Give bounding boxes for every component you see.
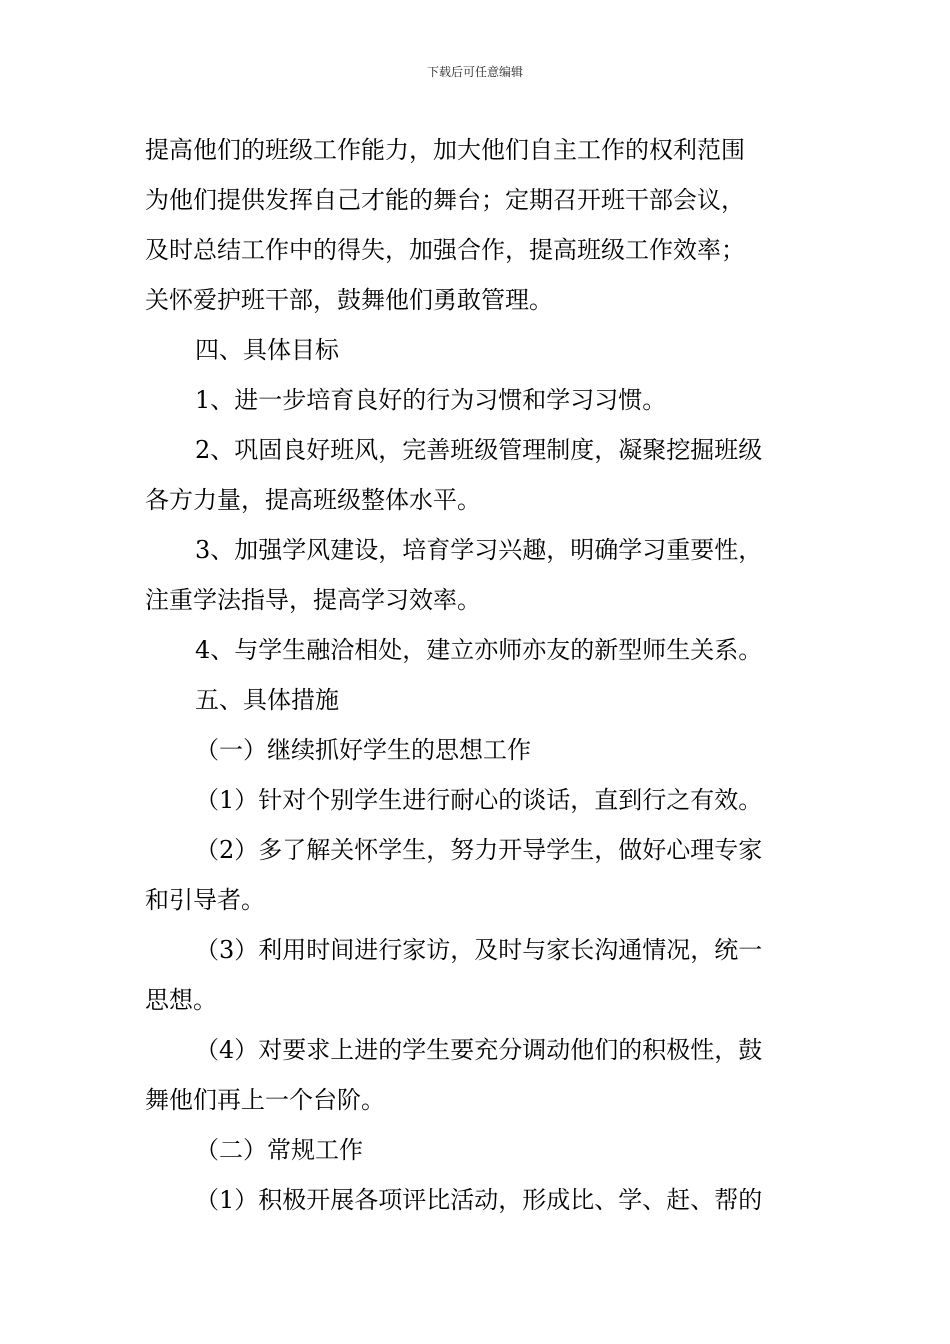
text-line: 提高他们的班级工作能力，加大他们自主工作的权利范围 — [145, 136, 745, 164]
text-line: 各方力量，提高班级整体水平。 — [145, 486, 481, 514]
text-line: 舞他们再上一个台阶。 — [145, 1086, 385, 1114]
section-heading: 五、具体措施 — [195, 686, 339, 714]
text-line: 注重学法指导，提高学习效率。 — [145, 586, 481, 614]
text-line: 2、巩固良好班风，完善班级管理制度，凝聚挖掘班级 — [195, 436, 763, 464]
text-line: 关怀爱护班干部，鼓舞他们勇敢管理。 — [145, 286, 553, 314]
section-heading: 四、具体目标 — [195, 336, 339, 364]
text-line: （3）利用时间进行家访，及时与家长沟通情况，统一 — [195, 936, 763, 964]
text-line: 4、与学生融洽相处，建立亦师亦友的新型师生关系。 — [195, 636, 763, 664]
text-line: （2）多了解关怀学生，努力开导学生，做好心理专家 — [195, 836, 763, 864]
text-line: （4）对要求上进的学生要充分调动他们的积极性，鼓 — [195, 1036, 763, 1064]
text-line: 1、进一步培育良好的行为习惯和学习习惯。 — [195, 386, 667, 414]
text-line: 及时总结工作中的得失，加强合作，提高班级工作效率； — [145, 236, 745, 264]
subsection-heading: （一）继续抓好学生的思想工作 — [195, 736, 531, 764]
subsection-heading: （二）常规工作 — [195, 1136, 363, 1164]
text-line: （1）积极开展各项评比活动，形成比、学、赶、帮的 — [195, 1186, 763, 1214]
text-line: 3、加强学风建设，培育学习兴趣，明确学习重要性， — [195, 536, 763, 564]
page-header: 下载后可任意编辑 — [426, 65, 523, 79]
text-line: 思想。 — [145, 986, 217, 1014]
text-line: （1）针对个别学生进行耐心的谈话，直到行之有效。 — [195, 786, 763, 814]
text-line: 为他们提供发挥自己才能的舞台；定期召开班干部会议， — [145, 186, 745, 214]
text-line: 和引导者。 — [145, 886, 265, 914]
